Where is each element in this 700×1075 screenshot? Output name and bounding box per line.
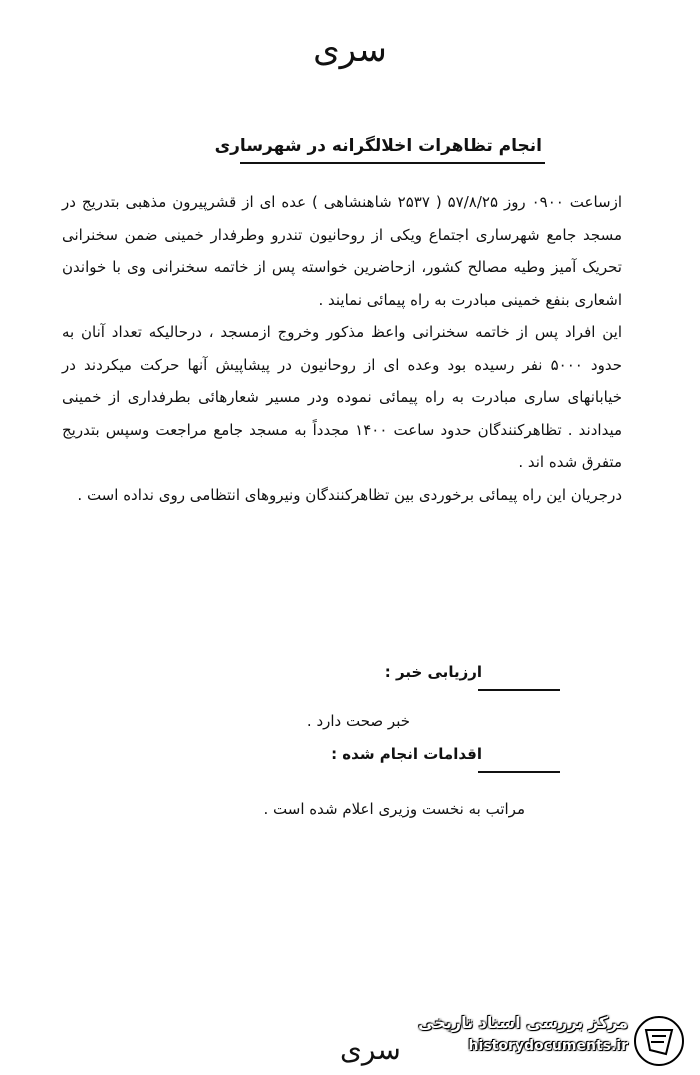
watermark-text-en: historydocuments.ir — [468, 1038, 628, 1054]
report-paragraph: ازساعت ۰۹۰۰ روز ۵۷/۸/۲۵ ( ۲۵۳۷ شاهنشاهی ) عده ای از قشرپیرون مذهبی بتدریج در مسجد جامع شهرساری اجتماع ویکی از روحانیون تندرو وطرفدار خمینی ضمن سخنرانی تحریک آمیز وطیه مصالح کشور، ازحاضرین خواسته پس از خاتمه سخنرانی وی با خواندن اشعاری بنفع خمینی مبادرت به راه پیمائی نمایند . — [62, 193, 623, 309]
report-body — [62, 186, 622, 511]
actions-value: مراتب به نخست وزیری اعلام شده است . — [263, 800, 525, 818]
report-paragraph: این افراد پس از خاتمه سخنرانی واعظ مذکور وخروج ازمسجد ، درحالیکه تعداد آنان به حدود ۵۰۰۰ نفر رسیده بود وعده ای از روحانیون در پیشاپیش آنها حرکت میکردند در خیابانهای ساری مبادرت به راه پیمائی نموده ودر مسیر شعارهائی بطرفداری از خمینی میدادند . تظاهرکنندگان حدود ساعت ۱۴۰۰ مجدداً به مسجد جامع مراجعت وسپس بتدریج متفرق شده اند . — [62, 323, 623, 471]
actions-underline — [478, 771, 560, 773]
classification-footer: سری — [340, 1033, 401, 1066]
document-subject: انجام تظاهرات اخلالگرانه در شهرساری — [214, 136, 542, 156]
watermark-text-fa: مرکز بررسی اسناد تاریخی — [418, 1013, 628, 1032]
evaluation-value: خبر صحت دارد . — [306, 712, 410, 730]
classification-header: سری — [313, 30, 387, 70]
archive-watermark — [420, 1010, 690, 1070]
report-paragraph: درجریان این راه پیمائی برخوردی بین تظاهرکنندگان ونیروهای انتظامی روی نداده است . — [77, 485, 622, 504]
actions-label: اقدامات انجام شده : — [331, 745, 482, 763]
evaluation-underline — [478, 689, 560, 691]
subject-underline — [240, 162, 545, 164]
archive-logo-icon — [632, 1014, 686, 1068]
evaluation-label: ارزیابی خبر : — [384, 663, 482, 681]
